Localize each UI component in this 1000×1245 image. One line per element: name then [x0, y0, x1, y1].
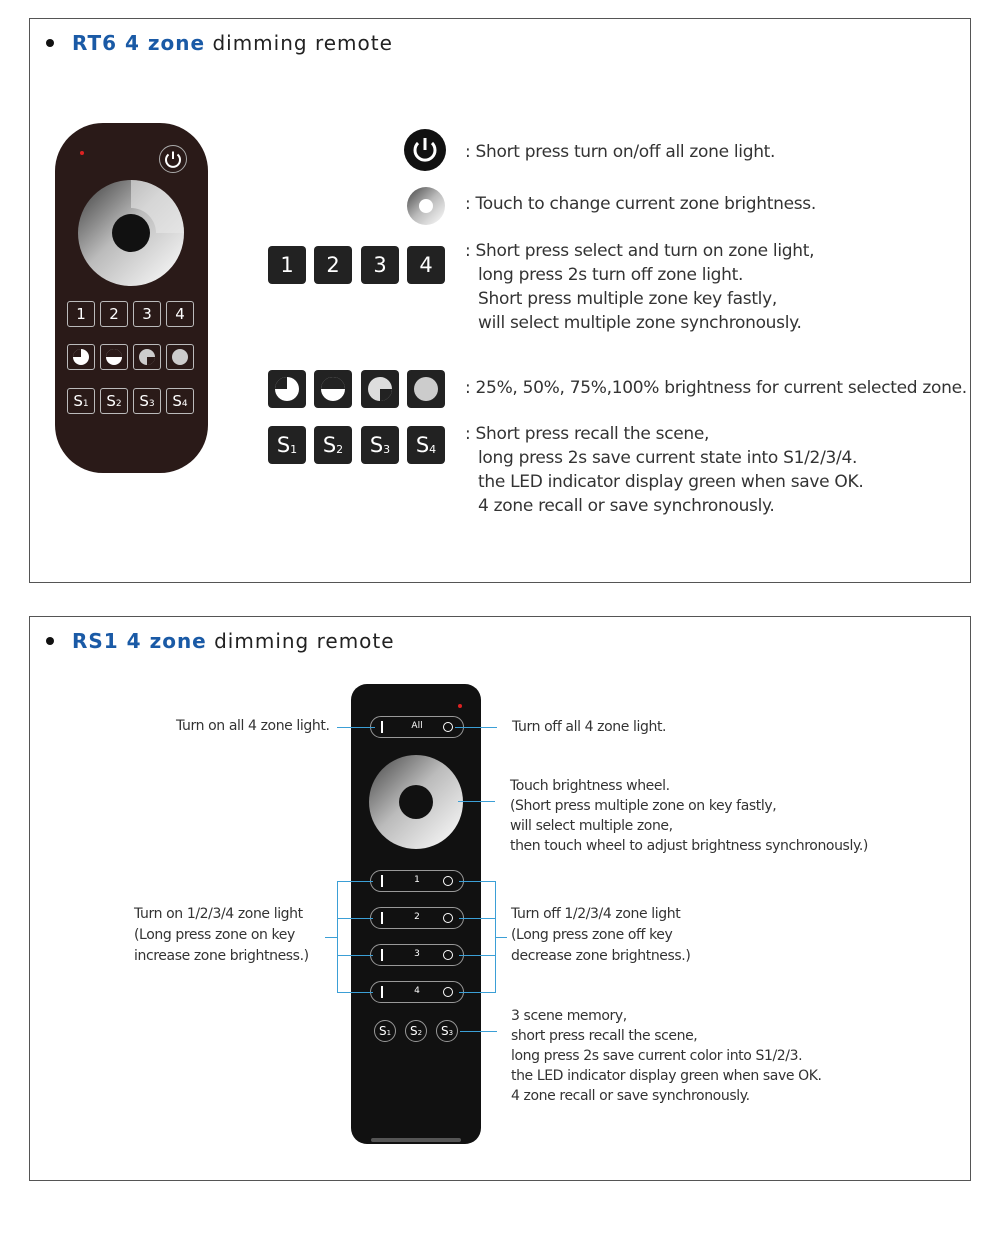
rs1-panel — [29, 616, 971, 1181]
power-icon — [404, 129, 446, 171]
off-key-icon[interactable] — [443, 876, 453, 886]
rt6-remote-scene-key[interactable] — [166, 388, 194, 414]
off-key-icon[interactable] — [443, 722, 453, 732]
callout-line — [337, 881, 338, 993]
brightness-75-icon — [367, 376, 393, 402]
callout-line — [459, 918, 495, 919]
scene-number: 3 — [148, 399, 155, 409]
scene-number: 3 — [448, 1029, 454, 1037]
scene-letter: S — [409, 1024, 418, 1038]
rs1-zone-row-2[interactable] — [370, 907, 464, 929]
power-button[interactable] — [159, 145, 187, 173]
callout-line — [337, 955, 373, 956]
rt6-brightness-wheel[interactable] — [76, 178, 186, 288]
legend-zone-key: 1 — [268, 246, 306, 284]
legend-brightness-75 — [361, 370, 399, 408]
rs1-all-row[interactable] — [370, 716, 464, 738]
legend-scene-key — [361, 426, 399, 464]
turn-on-all-callout: Turn on all 4 zone light. — [176, 718, 330, 734]
brightness-100-icon — [171, 348, 189, 366]
scene-letter: S — [369, 433, 384, 457]
rt6-remote-zone-key[interactable]: 1 — [67, 301, 95, 327]
scene-number: 4 — [181, 399, 188, 409]
scene-number: 2 — [115, 399, 122, 409]
rt6-remote-scene-key[interactable] — [67, 388, 95, 414]
rt6-remote-brightness-75[interactable] — [133, 344, 161, 370]
wheel-callout: Touch brightness wheel. (Short press multiple zone on key fastly, will select multiple zone, then touch wheel to adjust brightness synchronously.) — [510, 778, 868, 854]
scene-number: 1 — [82, 399, 89, 409]
callout-line — [337, 918, 373, 919]
legend-zone-key: 2 — [314, 246, 352, 284]
brightness-description: : 25%, 50%, 75%,100% brightness for current selected zone. — [465, 378, 967, 398]
scene-number: 1 — [386, 1029, 392, 1037]
brightness-50-icon — [320, 376, 346, 402]
rs1-model: RS1 4 zone — [72, 629, 207, 653]
callout-line — [495, 937, 507, 938]
legend-power-key — [404, 129, 446, 171]
zone-label: 4 — [414, 986, 420, 996]
bullet-icon — [46, 39, 54, 47]
wheel-description: : Touch to change current zone brightness. — [465, 194, 816, 214]
zone-label: 1 — [414, 875, 420, 885]
rt6-remote-scene-key[interactable] — [133, 388, 161, 414]
zone-keys-description: : Short press select and turn on zone light, long press 2s turn off zone light. Short press multiple zone key fastly, will select multiple zone synchronously. — [465, 241, 815, 333]
rt6-remote-brightness-50[interactable] — [100, 344, 128, 370]
scene-number: 1 — [290, 442, 298, 456]
brightness-25-icon — [274, 376, 300, 402]
rs1-scene-key[interactable] — [405, 1020, 427, 1042]
scene-letter: S — [139, 392, 149, 410]
off-key-icon[interactable] — [443, 987, 453, 997]
brightness-25-icon — [72, 348, 90, 366]
legend-brightness-50 — [314, 370, 352, 408]
rs1-zone-row-4[interactable] — [370, 981, 464, 1003]
rt6-title — [46, 31, 393, 55]
callout-line — [458, 801, 495, 802]
rs1-brightness-wheel[interactable] — [368, 754, 464, 850]
zone-off-callout: Turn off 1/2/3/4 zone light (Long press zone off key decrease zone brightness.) — [511, 906, 691, 964]
rt6-remote — [55, 123, 208, 473]
rt6-remote-zone-key[interactable]: 3 — [133, 301, 161, 327]
brightness-75-icon — [138, 348, 156, 366]
rt6-title-rest: dimming remote — [205, 31, 393, 55]
legend-zone-key: 4 — [407, 246, 445, 284]
all-label: All — [411, 721, 423, 731]
bullet-icon — [46, 637, 54, 645]
scene-letter: S — [378, 1024, 387, 1038]
callout-line — [337, 992, 373, 993]
rs1-scene-key[interactable] — [374, 1020, 396, 1042]
scene-letter: S — [440, 1024, 449, 1038]
legend-scene-key — [407, 426, 445, 464]
legend-brightness-25 — [268, 370, 306, 408]
callout-line — [459, 992, 495, 993]
brightness-50-icon — [105, 348, 123, 366]
rs1-zone-row-1[interactable] — [370, 870, 464, 892]
scene-number: 2 — [336, 442, 344, 456]
rs1-scene-key[interactable] — [436, 1020, 458, 1042]
scene-letter: S — [415, 433, 430, 457]
led-indicator-icon — [458, 704, 462, 708]
legend-zone-key: 3 — [361, 246, 399, 284]
callout-line — [455, 727, 497, 728]
rt6-remote-zone-key[interactable]: 4 — [166, 301, 194, 327]
legend-brightness-100 — [407, 370, 445, 408]
zone-on-callout: Turn on 1/2/3/4 zone light (Long press zone on key increase zone brightness.) — [134, 906, 309, 964]
rt6-panel — [29, 18, 971, 583]
zone-label: 3 — [414, 949, 420, 959]
turn-off-all-callout: Turn off all 4 zone light. — [512, 719, 667, 735]
callout-line — [460, 1031, 497, 1032]
scene-letter: S — [276, 433, 291, 457]
callout-line — [459, 881, 495, 882]
off-key-icon[interactable] — [443, 950, 453, 960]
led-indicator-icon — [80, 151, 84, 155]
power-description: : Short press turn on/off all zone light. — [465, 142, 776, 162]
scene-number: 2 — [417, 1029, 423, 1037]
scene-callout: 3 scene memory, short press recall the scene, long press 2s save current color into S1/2/3. the LED indicator display green when save OK. 4 zone recall or save synchronously. — [511, 1008, 822, 1104]
callout-line — [337, 881, 373, 882]
rs1-title — [46, 629, 395, 653]
callout-line — [337, 727, 375, 728]
scene-letter: S — [73, 392, 83, 410]
legend-wheel-icon — [405, 185, 447, 227]
brightness-100-icon — [413, 376, 439, 402]
rt6-remote-scene-key[interactable] — [100, 388, 128, 414]
callout-line — [325, 937, 337, 938]
scene-letter: S — [172, 392, 182, 410]
off-key-icon[interactable] — [443, 913, 453, 923]
callout-line — [459, 955, 495, 956]
rs1-title-rest: dimming remote — [206, 629, 395, 653]
rt6-remote-brightness-25[interactable] — [67, 344, 95, 370]
rs1-zone-row-3[interactable] — [370, 944, 464, 966]
rt6-remote-zone-key[interactable]: 2 — [100, 301, 128, 327]
scene-number: 4 — [429, 442, 437, 456]
rt6-remote-brightness-100[interactable] — [166, 344, 194, 370]
power-icon — [159, 145, 187, 173]
scene-letter: S — [322, 433, 337, 457]
zone-label: 2 — [414, 912, 420, 922]
legend-scene-key — [314, 426, 352, 464]
scene-number: 3 — [383, 442, 391, 456]
scene-letter: S — [106, 392, 116, 410]
rs1-remote-bottom-strip — [371, 1138, 461, 1142]
rt6-model: RT6 4 zone — [72, 31, 206, 55]
scene-description: : Short press recall the scene, long press 2s save current state into S1/2/3/4. the LED indicator display green when save OK. 4 zone recall or save synchronously. — [465, 424, 864, 516]
legend-scene-key — [268, 426, 306, 464]
